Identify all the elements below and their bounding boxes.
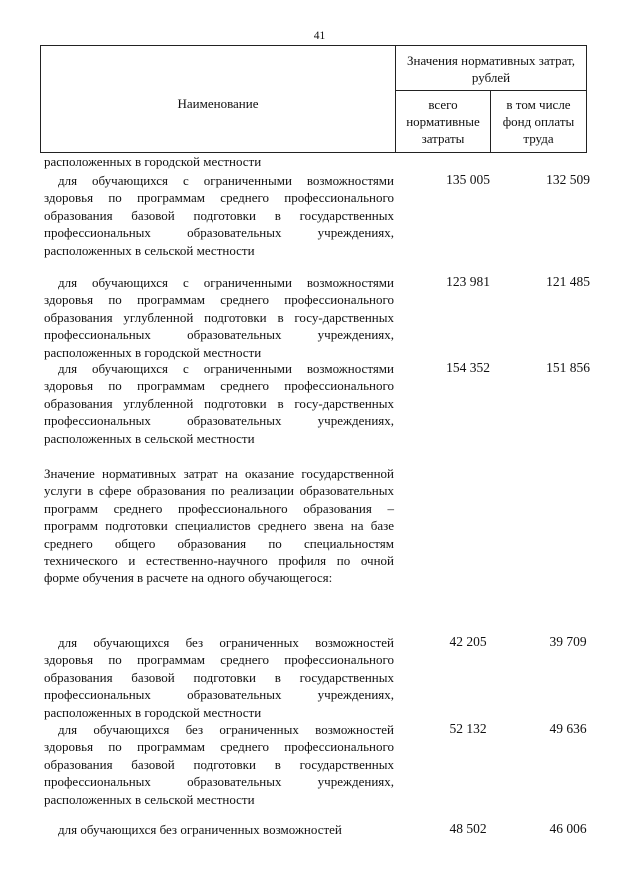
row-total: 135 005: [446, 172, 490, 187]
row-total: 123 981: [446, 274, 490, 289]
row-total: 52 132: [449, 721, 487, 736]
row-wage: 132 509: [546, 172, 590, 187]
row-total: 154 352: [446, 360, 490, 375]
row-description: для обучающихся без ограниченных возможностей здоровья по программам среднего профессионального образования базовой подготовки в государственных профессиональных образовательных учреждениях, расположенных в сельской местности: [44, 722, 394, 807]
section-description: Значение нормативных затрат на оказание государственной услуги в сфере образования по реализации образовательных программ среднего профессионального образования – программ подготовки специалистов среднего звена на базе среднего общего образования по специальностям технического и естественно-научного профиля по очной форме обучения в расчете на одного обучающегося:: [44, 466, 394, 586]
row-description: для обучающихся без ограниченных возможностей: [58, 822, 342, 837]
row-description: для обучающихся с ограниченными возможностями здоровья по программам среднего профессионального образования углубленной подготовки в госу-дарственных профессиональных образовательных учреждениях, расположенных в городской местности: [44, 275, 394, 360]
header-total-cell: всего нормативные затраты: [395, 90, 491, 153]
row-total: 42 205: [449, 634, 487, 649]
page-number: 41: [313, 30, 326, 42]
row-total: 48 502: [449, 821, 487, 836]
row-wage: 151 856: [546, 360, 590, 375]
row-wage: 39 709: [549, 634, 587, 649]
continuation-text: расположенных в городской местности: [44, 154, 262, 169]
header-name-cell: [40, 45, 396, 153]
row-description: для обучающихся с ограниченными возможностями здоровья по программам среднего профессионального образования базовой подготовки в государственных профессиональных образовательных учреждениях, расположенных в сельской местности: [44, 173, 394, 258]
header-values-group: Значения нормативных затрат, рублей: [395, 45, 587, 91]
row-wage: 49 636: [549, 721, 587, 736]
row-description: для обучающихся без ограниченных возможностей здоровья по программам среднего профессионального образования базовой подготовки в государственных профессиональных образовательных учреждениях, расположенных в городской местности: [44, 635, 394, 720]
header-wage-cell: в том числе фонд оплаты труда: [490, 90, 587, 153]
header-name-label: Наименование: [177, 96, 259, 111]
row-wage: 46 006: [549, 821, 587, 836]
row-description: для обучающихся с ограниченными возможностями здоровья по программам среднего профессионального образования углубленной подготовки в госу-дарственных профессиональных образовательных учреждениях, расположенных в сельской местности: [44, 361, 394, 446]
row-wage: 121 485: [546, 274, 590, 289]
